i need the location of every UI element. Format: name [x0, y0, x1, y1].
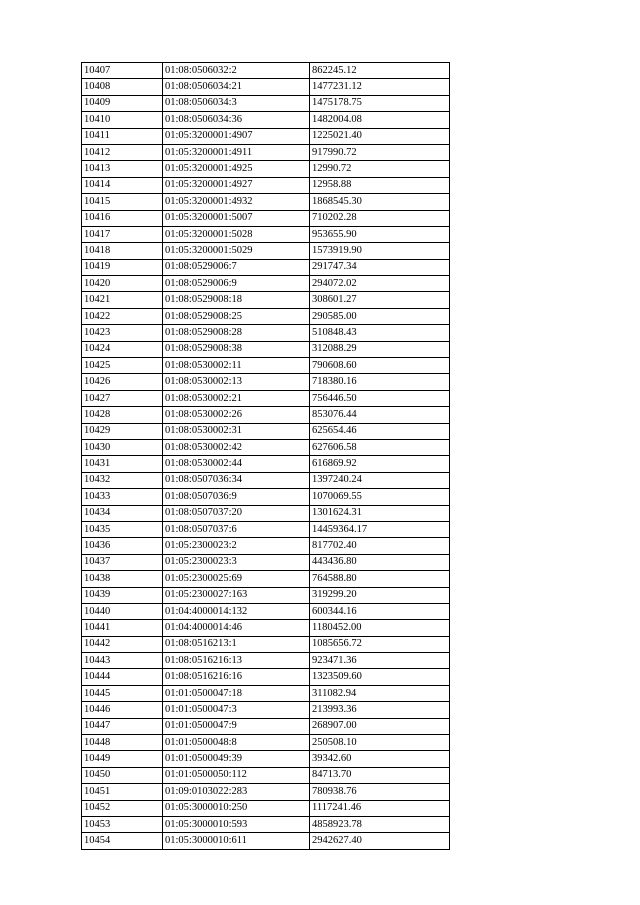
table-row — [82, 292, 450, 308]
row-number-cell: 10437 — [82, 554, 163, 570]
value-cell: 600344.16 — [310, 603, 450, 619]
value-cell: 12990.72 — [310, 161, 450, 177]
table-row — [82, 390, 450, 406]
table-row — [82, 521, 450, 537]
table-row — [82, 194, 450, 210]
cadastral-number-cell: 01:08:0506032:2 — [163, 63, 310, 79]
table-row — [82, 538, 450, 554]
value-cell: 291747.34 — [310, 259, 450, 275]
cadastral-number-cell: 01:08:0529008:25 — [163, 308, 310, 324]
table-row — [82, 308, 450, 324]
row-number-cell: 10415 — [82, 194, 163, 210]
value-cell: 1117241.46 — [310, 800, 450, 816]
value-cell: 84713.70 — [310, 767, 450, 783]
cadastral-number-cell: 01:01:0500050:112 — [163, 767, 310, 783]
cadastral-number-cell: 01:08:0529008:18 — [163, 292, 310, 308]
cadastral-number-cell: 01:05:3000010:593 — [163, 816, 310, 832]
cadastral-number-cell: 01:08:0530002:11 — [163, 358, 310, 374]
value-cell: 12958.88 — [310, 177, 450, 193]
row-number-cell: 10445 — [82, 685, 163, 701]
cadastral-number-cell: 01:05:2300027:163 — [163, 587, 310, 603]
row-number-cell: 10418 — [82, 243, 163, 259]
value-cell: 308601.27 — [310, 292, 450, 308]
row-number-cell: 10433 — [82, 489, 163, 505]
cadastral-number-cell: 01:08:0506034:3 — [163, 95, 310, 111]
cadastral-number-cell: 01:05:3200001:5029 — [163, 243, 310, 259]
value-cell: 443436.80 — [310, 554, 450, 570]
cadastral-number-cell: 01:05:3200001:5028 — [163, 226, 310, 242]
cadastral-number-cell: 01:08:0507037:6 — [163, 521, 310, 537]
value-cell: 780938.76 — [310, 784, 450, 800]
row-number-cell: 10429 — [82, 423, 163, 439]
cadastral-number-cell: 01:08:0530002:13 — [163, 374, 310, 390]
table-row — [82, 226, 450, 242]
row-number-cell: 10453 — [82, 816, 163, 832]
cadastral-number-cell: 01:08:0506034:36 — [163, 112, 310, 128]
table-row — [82, 685, 450, 701]
cadastral-number-cell: 01:09:0103022:283 — [163, 784, 310, 800]
table-row — [82, 472, 450, 488]
cadastral-number-cell: 01:08:0507036:9 — [163, 489, 310, 505]
value-cell: 790608.60 — [310, 358, 450, 374]
table-row — [82, 489, 450, 505]
table-row — [82, 407, 450, 423]
cadastral-number-cell: 01:05:3000010:611 — [163, 833, 310, 849]
cadastral-number-cell: 01:08:0530002:31 — [163, 423, 310, 439]
table-row — [82, 374, 450, 390]
value-cell: 627606.58 — [310, 439, 450, 455]
cadastral-number-cell: 01:05:3200001:4927 — [163, 177, 310, 193]
row-number-cell: 10422 — [82, 308, 163, 324]
row-number-cell: 10413 — [82, 161, 163, 177]
row-number-cell: 10425 — [82, 358, 163, 374]
row-number-cell: 10423 — [82, 325, 163, 341]
cadastral-number-cell: 01:05:2300023:3 — [163, 554, 310, 570]
value-cell: 510848.43 — [310, 325, 450, 341]
row-number-cell: 10448 — [82, 735, 163, 751]
cadastral-number-cell: 01:08:0506034:21 — [163, 79, 310, 95]
value-cell: 1477231.12 — [310, 79, 450, 95]
row-number-cell: 10440 — [82, 603, 163, 619]
table-row — [82, 751, 450, 767]
table-row — [82, 587, 450, 603]
value-cell: 2942627.40 — [310, 833, 450, 849]
value-cell: 4858923.78 — [310, 816, 450, 832]
data-table — [81, 62, 450, 850]
value-cell: 319299.20 — [310, 587, 450, 603]
row-number-cell: 10451 — [82, 784, 163, 800]
value-cell: 625654.46 — [310, 423, 450, 439]
table-row — [82, 718, 450, 734]
cadastral-number-cell: 01:05:3200001:5007 — [163, 210, 310, 226]
row-number-cell: 10444 — [82, 669, 163, 685]
table-row — [82, 341, 450, 357]
row-number-cell: 10446 — [82, 702, 163, 718]
row-number-cell: 10430 — [82, 439, 163, 455]
row-number-cell: 10450 — [82, 767, 163, 783]
row-number-cell: 10411 — [82, 128, 163, 144]
cadastral-number-cell: 01:08:0507037:20 — [163, 505, 310, 521]
value-cell: 1397240.24 — [310, 472, 450, 488]
table-row — [82, 784, 450, 800]
table-row — [82, 423, 450, 439]
value-cell: 14459364.17 — [310, 521, 450, 537]
row-number-cell: 10438 — [82, 571, 163, 587]
table-row — [82, 177, 450, 193]
row-number-cell: 10436 — [82, 538, 163, 554]
cadastral-number-cell: 01:08:0530002:21 — [163, 390, 310, 406]
row-number-cell: 10428 — [82, 407, 163, 423]
table-row — [82, 112, 450, 128]
value-cell: 290585.00 — [310, 308, 450, 324]
table-row — [82, 571, 450, 587]
cadastral-number-cell: 01:08:0529006:7 — [163, 259, 310, 275]
table-row — [82, 456, 450, 472]
value-cell: 250508.10 — [310, 735, 450, 751]
table-row — [82, 735, 450, 751]
table-row — [82, 816, 450, 832]
row-number-cell: 10410 — [82, 112, 163, 128]
row-number-cell: 10420 — [82, 276, 163, 292]
value-cell: 1573919.90 — [310, 243, 450, 259]
row-number-cell: 10439 — [82, 587, 163, 603]
row-number-cell: 10434 — [82, 505, 163, 521]
value-cell: 1180452.00 — [310, 620, 450, 636]
row-number-cell: 10408 — [82, 79, 163, 95]
table-row — [82, 63, 450, 79]
table-row — [82, 144, 450, 160]
table-row — [82, 161, 450, 177]
cadastral-number-cell: 01:01:0500048:8 — [163, 735, 310, 751]
cadastral-number-cell: 01:05:3200001:4911 — [163, 144, 310, 160]
row-number-cell: 10424 — [82, 341, 163, 357]
value-cell: 923471.36 — [310, 653, 450, 669]
value-cell: 311082.94 — [310, 685, 450, 701]
row-number-cell: 10427 — [82, 390, 163, 406]
cadastral-number-cell: 01:04:4000014:132 — [163, 603, 310, 619]
row-number-cell: 10407 — [82, 63, 163, 79]
value-cell: 710202.28 — [310, 210, 450, 226]
table-row — [82, 95, 450, 111]
cadastral-number-cell: 01:01:0500049:39 — [163, 751, 310, 767]
cadastral-number-cell: 01:01:0500047:18 — [163, 685, 310, 701]
value-cell: 268907.00 — [310, 718, 450, 734]
value-cell: 953655.90 — [310, 226, 450, 242]
value-cell: 39342.60 — [310, 751, 450, 767]
value-cell: 1482004.08 — [310, 112, 450, 128]
value-cell: 917990.72 — [310, 144, 450, 160]
value-cell: 817702.40 — [310, 538, 450, 554]
table-row — [82, 505, 450, 521]
table-row — [82, 767, 450, 783]
row-number-cell: 10443 — [82, 653, 163, 669]
table-row — [82, 554, 450, 570]
table-row — [82, 603, 450, 619]
table-row — [82, 653, 450, 669]
value-cell: 764588.80 — [310, 571, 450, 587]
cadastral-number-cell: 01:08:0516216:13 — [163, 653, 310, 669]
cadastral-number-cell: 01:01:0500047:9 — [163, 718, 310, 734]
row-number-cell: 10409 — [82, 95, 163, 111]
cadastral-number-cell: 01:04:4000014:46 — [163, 620, 310, 636]
value-cell: 312088.29 — [310, 341, 450, 357]
row-number-cell: 10419 — [82, 259, 163, 275]
cadastral-number-cell: 01:05:2300023:2 — [163, 538, 310, 554]
table-row — [82, 636, 450, 652]
table-row — [82, 210, 450, 226]
value-cell: 1225021.40 — [310, 128, 450, 144]
row-number-cell: 10452 — [82, 800, 163, 816]
table-row — [82, 325, 450, 341]
table-row — [82, 358, 450, 374]
value-cell: 1868545.30 — [310, 194, 450, 210]
value-cell: 1085656.72 — [310, 636, 450, 652]
table-row — [82, 243, 450, 259]
table-body — [82, 63, 450, 850]
cadastral-number-cell: 01:01:0500047:3 — [163, 702, 310, 718]
row-number-cell: 10432 — [82, 472, 163, 488]
table-row — [82, 833, 450, 849]
cadastral-number-cell: 01:08:0529008:28 — [163, 325, 310, 341]
value-cell: 1475178.75 — [310, 95, 450, 111]
value-cell: 1323509.60 — [310, 669, 450, 685]
cadastral-number-cell: 01:05:3200001:4925 — [163, 161, 310, 177]
row-number-cell: 10441 — [82, 620, 163, 636]
cadastral-number-cell: 01:08:0530002:44 — [163, 456, 310, 472]
row-number-cell: 10442 — [82, 636, 163, 652]
value-cell: 756446.50 — [310, 390, 450, 406]
row-number-cell: 10421 — [82, 292, 163, 308]
value-cell: 1301624.31 — [310, 505, 450, 521]
row-number-cell: 10449 — [82, 751, 163, 767]
cadastral-number-cell: 01:08:0516216:16 — [163, 669, 310, 685]
cadastral-number-cell: 01:05:3200001:4907 — [163, 128, 310, 144]
row-number-cell: 10447 — [82, 718, 163, 734]
cadastral-number-cell: 01:08:0530002:42 — [163, 439, 310, 455]
cadastral-number-cell: 01:05:3000010:250 — [163, 800, 310, 816]
cadastral-number-cell: 01:05:2300025:69 — [163, 571, 310, 587]
value-cell: 718380.16 — [310, 374, 450, 390]
cadastral-number-cell: 01:08:0529006:9 — [163, 276, 310, 292]
cadastral-number-cell: 01:08:0507036:34 — [163, 472, 310, 488]
cadastral-number-cell: 01:08:0529008:38 — [163, 341, 310, 357]
value-cell: 294072.02 — [310, 276, 450, 292]
value-cell: 616869.92 — [310, 456, 450, 472]
row-number-cell: 10412 — [82, 144, 163, 160]
table-row — [82, 669, 450, 685]
row-number-cell: 10431 — [82, 456, 163, 472]
value-cell: 862245.12 — [310, 63, 450, 79]
row-number-cell: 10435 — [82, 521, 163, 537]
table-row — [82, 128, 450, 144]
table-row — [82, 276, 450, 292]
table-row — [82, 439, 450, 455]
table-row — [82, 702, 450, 718]
cadastral-number-cell: 01:05:3200001:4932 — [163, 194, 310, 210]
table-row — [82, 79, 450, 95]
value-cell: 213993.36 — [310, 702, 450, 718]
row-number-cell: 10454 — [82, 833, 163, 849]
row-number-cell: 10417 — [82, 226, 163, 242]
row-number-cell: 10414 — [82, 177, 163, 193]
table-row — [82, 259, 450, 275]
value-cell: 1070069.55 — [310, 489, 450, 505]
row-number-cell: 10426 — [82, 374, 163, 390]
cadastral-number-cell: 01:08:0516213:1 — [163, 636, 310, 652]
value-cell: 853076.44 — [310, 407, 450, 423]
table-row — [82, 800, 450, 816]
cadastral-number-cell: 01:08:0530002:26 — [163, 407, 310, 423]
table-row — [82, 620, 450, 636]
row-number-cell: 10416 — [82, 210, 163, 226]
